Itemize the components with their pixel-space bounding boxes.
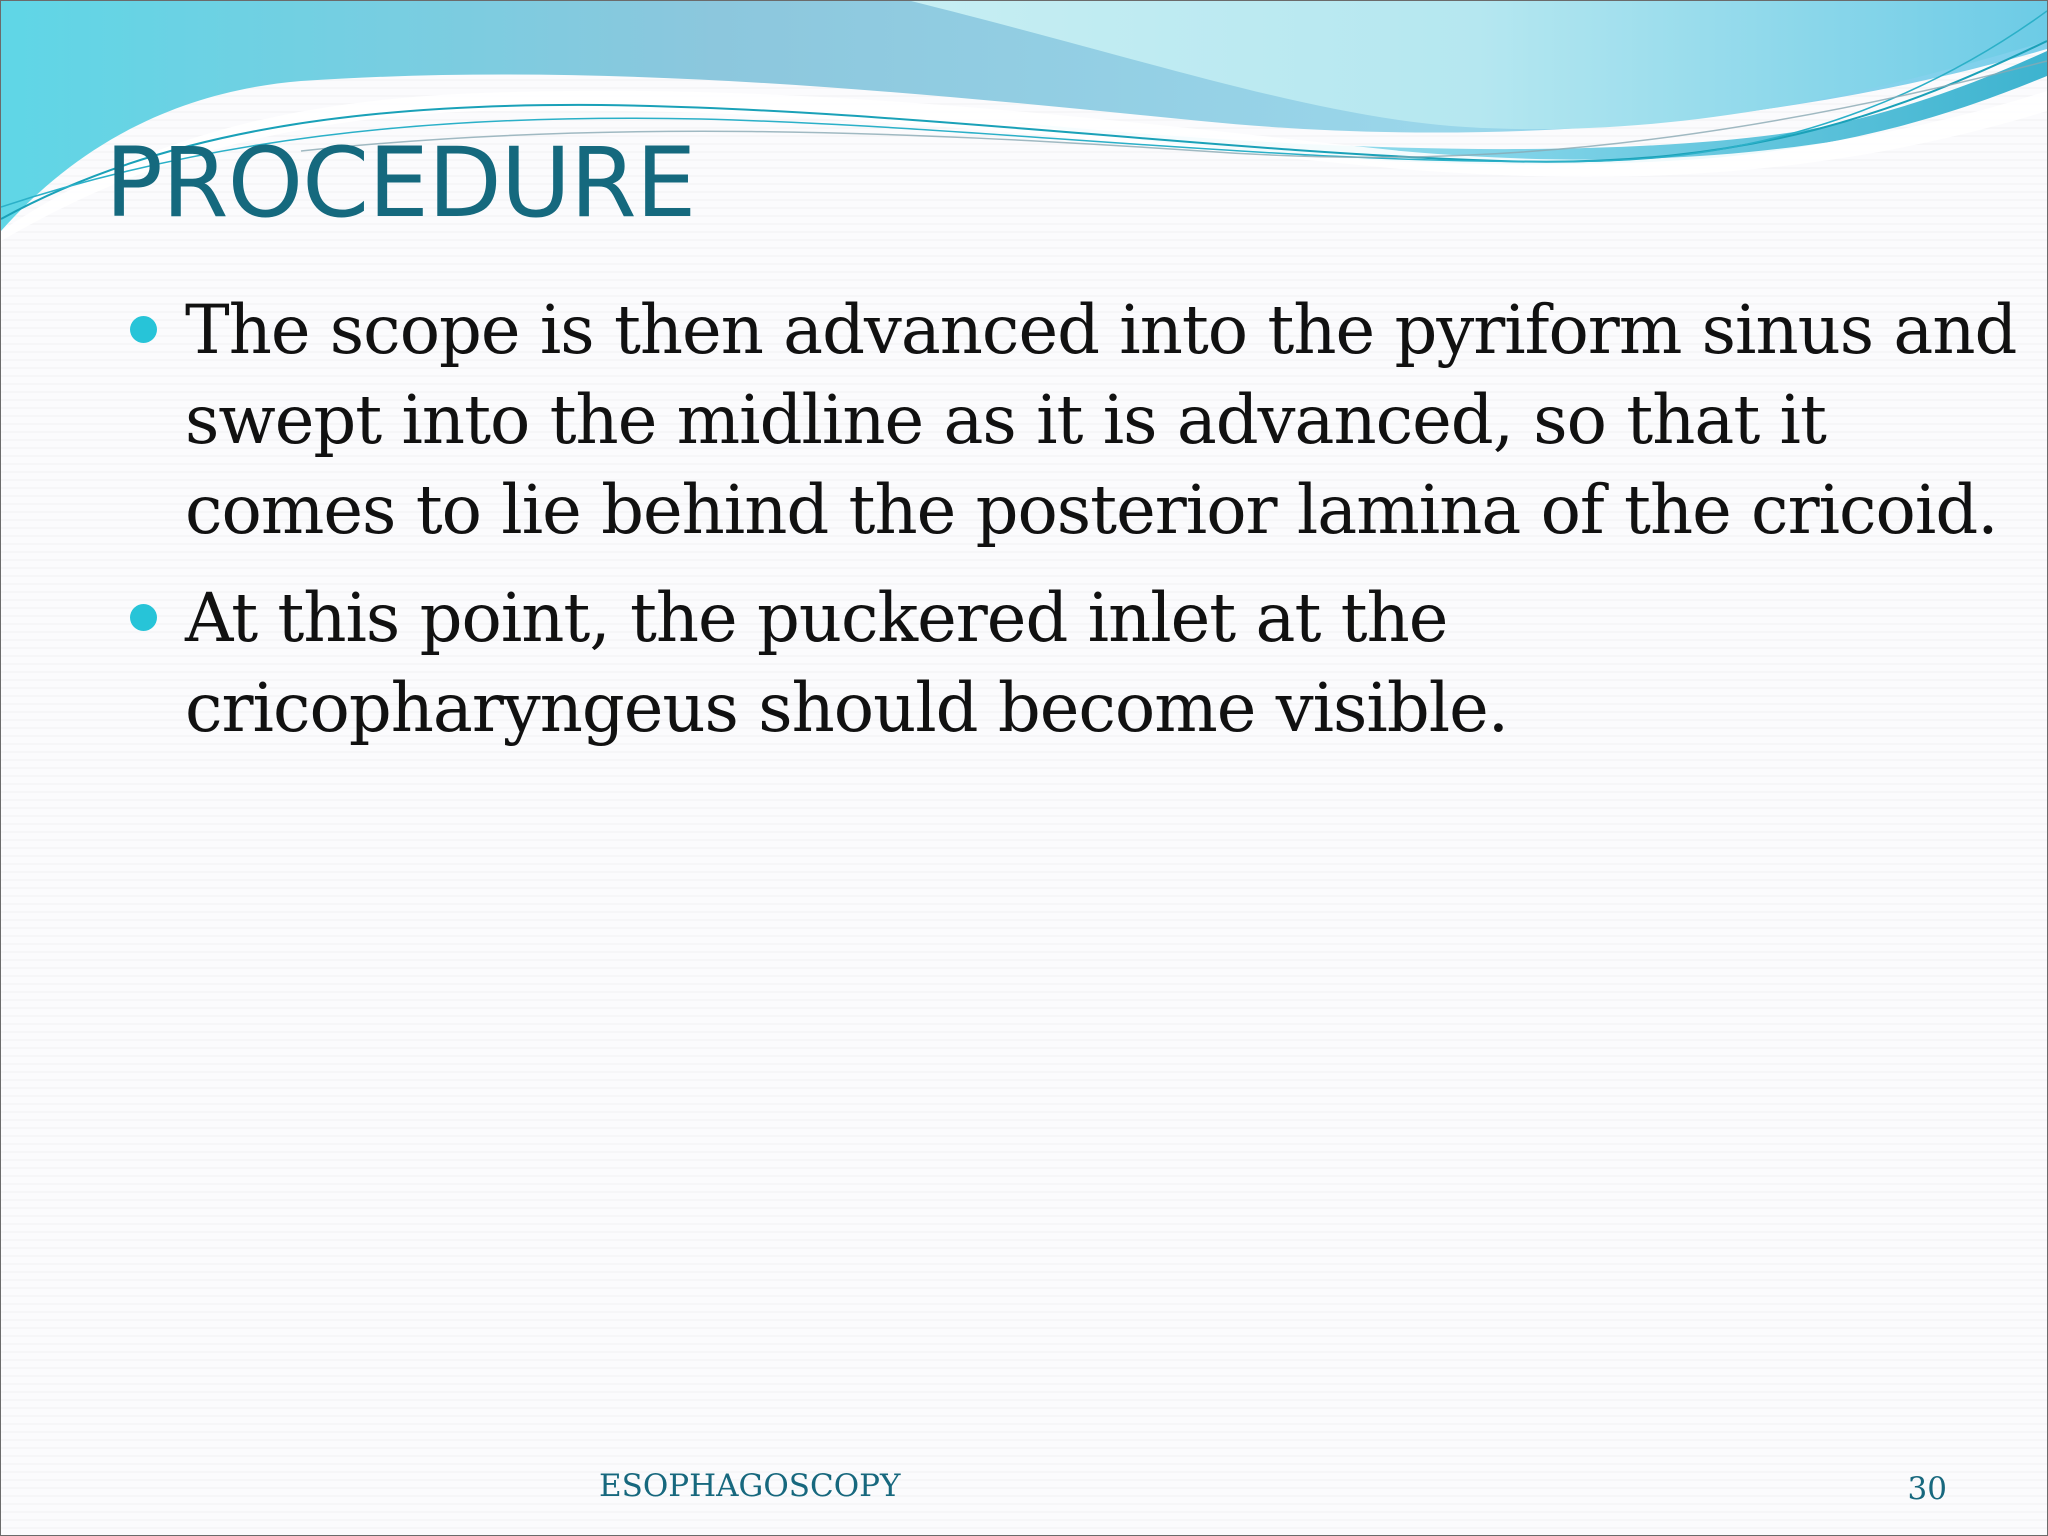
footer-title: ESOPHAGOSCOPY <box>599 1468 901 1504</box>
bullet-dot-icon <box>130 316 157 343</box>
bullet-dot-icon <box>130 604 157 631</box>
slide-title: PROCEDURE <box>105 127 696 239</box>
page-number: 30 <box>1907 1471 1947 1507</box>
bullet-list <box>127 285 2017 771</box>
bullet-text: At this point, the puckered inlet at the cricopharyngeus should become visible. <box>185 579 1509 747</box>
bullet-item <box>127 573 2017 753</box>
bullet-item <box>127 285 2017 555</box>
bullet-text: The scope is then advanced into the pyriform sinus and swept into the midline as it is advanced, so that it comes to lie behind the posterior lamina of the cricoid. <box>185 291 2017 549</box>
